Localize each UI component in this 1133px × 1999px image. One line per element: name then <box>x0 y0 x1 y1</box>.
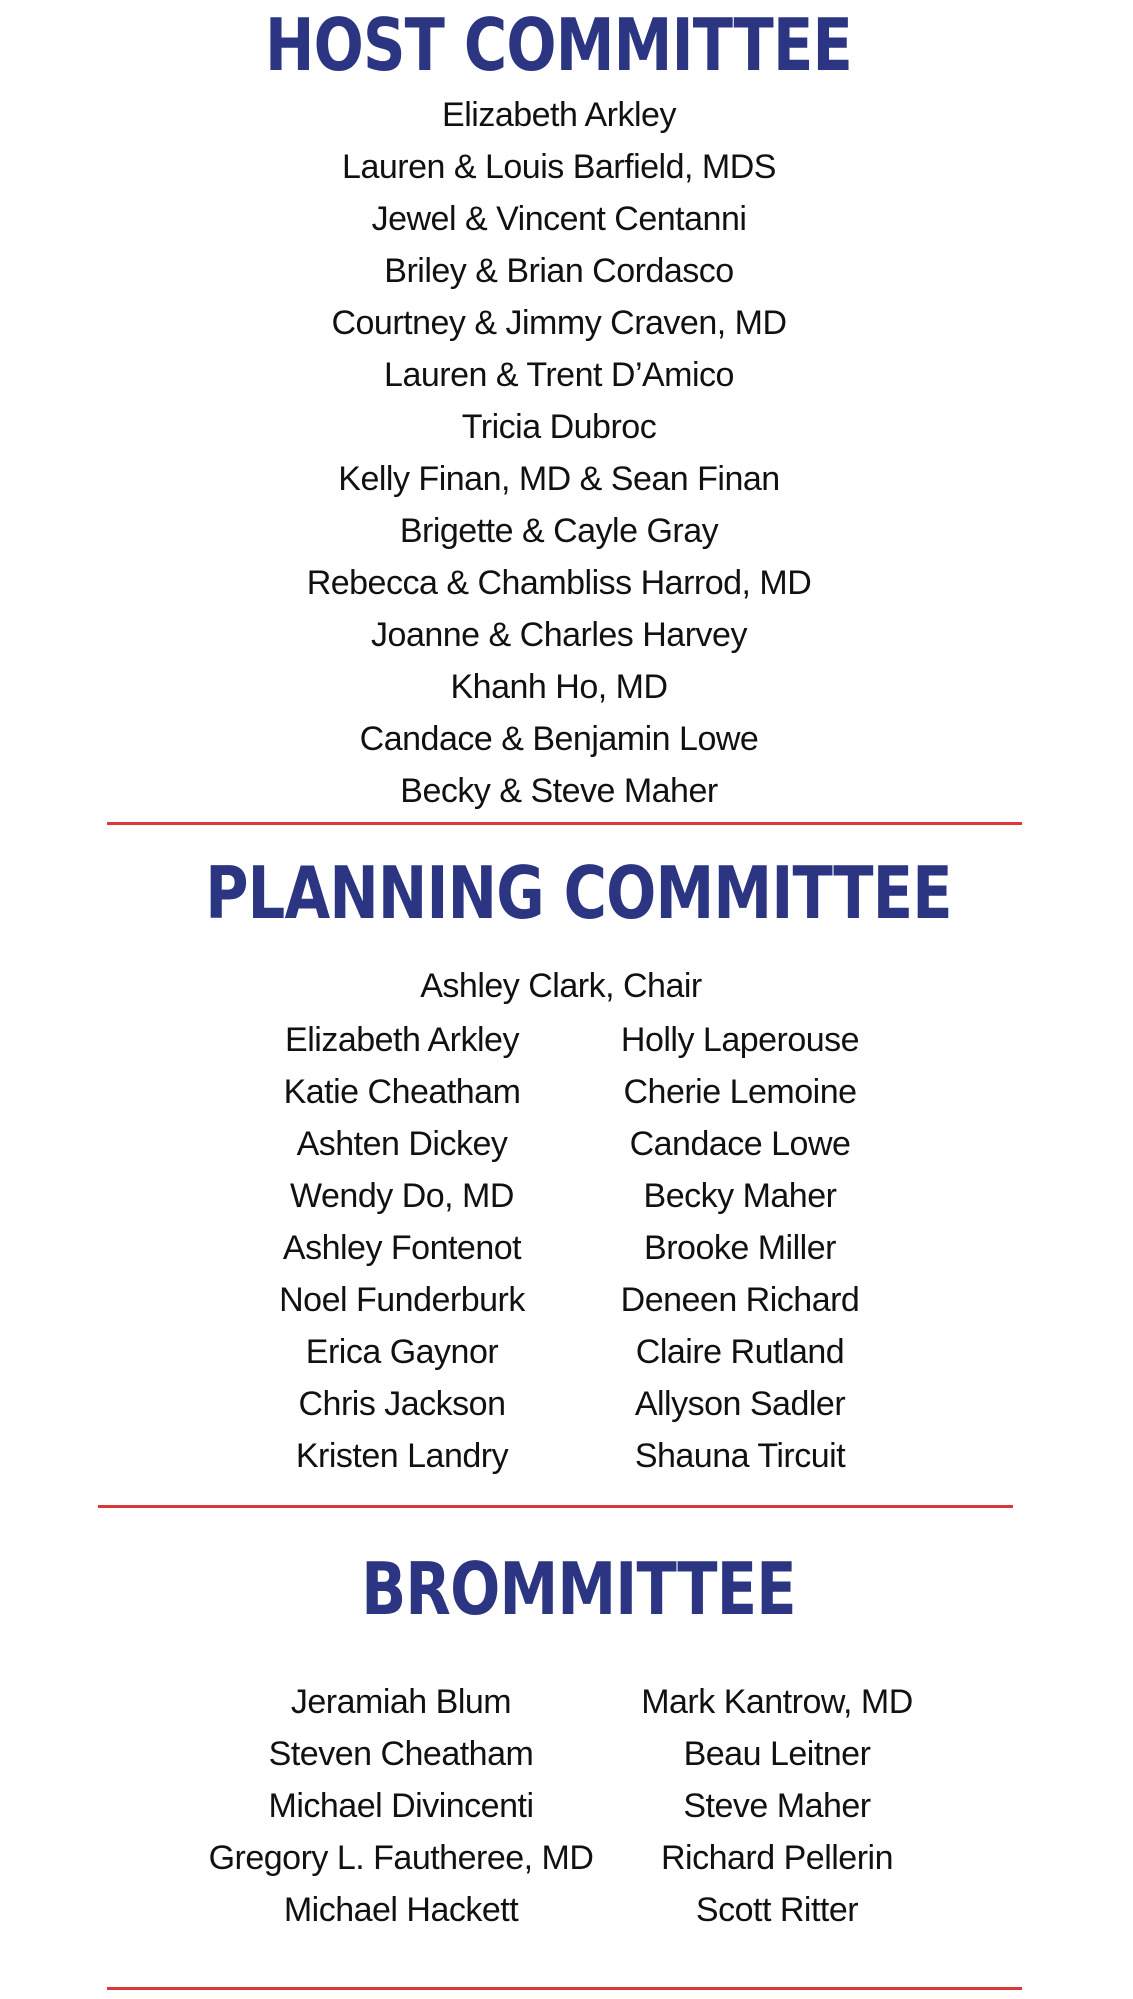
list-item: Shauna Tircuit <box>634 1437 846 1475</box>
list-item: Lauren & Trent D’Amico <box>384 356 734 394</box>
brommittee-right-column <box>627 1676 927 1936</box>
list-item: Briley & Brian Cordasco <box>384 252 734 290</box>
list-item: Ashten Dickey <box>296 1125 508 1163</box>
planning-committee-heading: PLANNING COMMITTEE <box>205 851 952 935</box>
list-item: Khanh Ho, MD <box>450 668 668 706</box>
list-item: Beau Leitner <box>683 1735 871 1773</box>
section-divider <box>107 822 1022 825</box>
section-divider <box>107 1987 1022 1990</box>
host-committee-list <box>0 89 1118 817</box>
list-item: Courtney & Jimmy Craven, MD <box>331 304 787 342</box>
list-item: Holly Laperouse <box>620 1021 860 1059</box>
list-item: Erica Gaynor <box>305 1333 499 1371</box>
list-item: Claire Rutland <box>635 1333 845 1371</box>
list-item: Richard Pellerin <box>661 1839 893 1877</box>
list-item: Chris Jackson <box>298 1385 506 1423</box>
list-item: Jeramiah Blum <box>290 1683 512 1721</box>
list-item: Wendy Do, MD <box>290 1177 514 1215</box>
list-item: Brooke Miller <box>644 1229 836 1267</box>
host-committee-heading: HOST COMMITTEE <box>264 3 853 87</box>
brommittee-heading: BROMMITTEE <box>361 1547 796 1631</box>
list-item: Mark Kantrow, MD <box>641 1683 913 1721</box>
list-item: Gregory L. Fautheree, MD <box>208 1839 594 1877</box>
list-item: Steve Maher <box>683 1787 871 1825</box>
planning-committee-chair <box>0 960 1122 1012</box>
planning-committee-left-column <box>254 1014 550 1482</box>
chair-name: Ashley Clark, Chair <box>420 967 702 1005</box>
list-item: Michael Divincenti <box>268 1787 534 1825</box>
list-item: Elizabeth Arkley <box>285 1021 519 1059</box>
planning-committee-right-column <box>600 1014 880 1482</box>
list-item: Kristen Landry <box>295 1437 509 1475</box>
list-item: Lauren & Louis Barfield, MDS <box>342 148 776 186</box>
list-item: Elizabeth Arkley <box>442 96 676 134</box>
list-item: Becky Maher <box>643 1177 837 1215</box>
brommittee-left-column <box>196 1676 606 1936</box>
list-item: Joanne & Charles Harvey <box>371 616 747 654</box>
list-item: Steven Cheatham <box>268 1735 534 1773</box>
list-item: Noel Funderburk <box>279 1281 525 1319</box>
list-item: Brigette & Cayle Gray <box>399 512 719 550</box>
list-item: Rebecca & Chambliss Harrod, MD <box>306 564 812 602</box>
list-item: Candace Lowe <box>629 1125 851 1163</box>
list-item: Kelly Finan, MD & Sean Finan <box>338 460 780 498</box>
list-item: Deneen Richard <box>620 1281 860 1319</box>
list-item: Allyson Sadler <box>634 1385 846 1423</box>
list-item: Scott Ritter <box>695 1891 859 1929</box>
list-item: Tricia Dubroc <box>461 408 657 446</box>
list-item: Katie Cheatham <box>283 1073 521 1111</box>
list-item: Michael Hackett <box>283 1891 519 1929</box>
list-item: Ashley Fontenot <box>282 1229 522 1267</box>
list-item: Becky & Steve Maher <box>400 772 718 810</box>
list-item: Jewel & Vincent Centanni <box>371 200 747 238</box>
list-item: Candace & Benjamin Lowe <box>359 720 759 758</box>
section-divider <box>98 1505 1013 1508</box>
list-item: Cherie Lemoine <box>623 1073 857 1111</box>
